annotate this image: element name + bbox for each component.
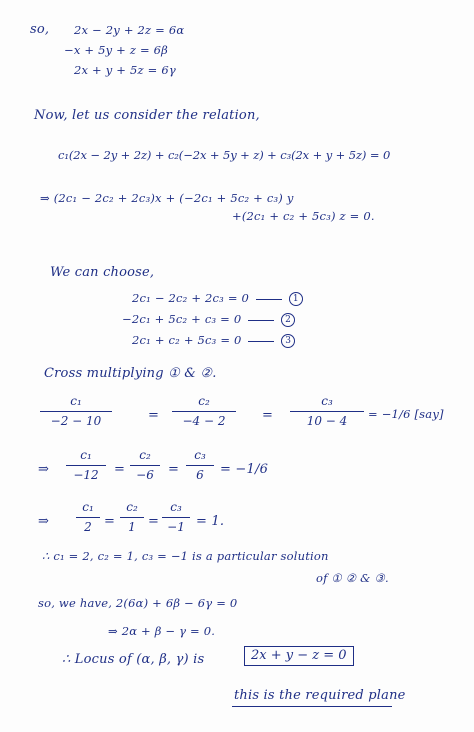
step3-fraction-c3 bbox=[162, 500, 190, 535]
step3-eq-2: = bbox=[148, 514, 160, 529]
step3-c2-num: c₂ bbox=[126, 500, 138, 514]
condition-row-1 bbox=[132, 290, 303, 306]
step2-c3-den: 6 bbox=[196, 468, 204, 482]
fraction-c3-bar bbox=[290, 411, 364, 412]
step2-c1-num: c₁ bbox=[80, 448, 92, 462]
fraction-c2-denominator: −4 − 2 bbox=[182, 414, 226, 428]
fraction-c2-numerator: c₂ bbox=[198, 394, 210, 408]
step2-c3-bar bbox=[186, 465, 214, 466]
alpha-beta-gamma-relation: ⇒ 2α + β − γ = 0. bbox=[108, 624, 216, 638]
implication-line-1: ⇒ (2c₁ − 2c₂ + 2c₃)x + (−2c₁ + 5c₂ + c₃) y bbox=[40, 191, 294, 205]
so-label: so, bbox=[30, 22, 50, 37]
step3-c2-den: 1 bbox=[128, 520, 136, 534]
step3-result: = 1. bbox=[196, 514, 225, 529]
particular-solution-line-1: ∴ c₁ = 2, c₂ = 1, c₃ = −1 is a particular solution bbox=[42, 549, 329, 563]
step2-eq-1: = bbox=[114, 462, 126, 477]
step3-c1-den: 2 bbox=[84, 520, 92, 534]
note-underline bbox=[232, 706, 392, 707]
step3-fraction-c1 bbox=[76, 500, 100, 535]
implication-line-2: +(2c₁ + c₂ + 5c₃) z = 0. bbox=[232, 209, 375, 223]
step2-c1-den: −12 bbox=[73, 468, 99, 482]
fraction-c1-bar bbox=[40, 411, 112, 412]
step2-fraction-c3 bbox=[186, 448, 214, 483]
fraction-c1-numerator: c₁ bbox=[70, 394, 82, 408]
step2-c2-bar bbox=[130, 465, 160, 466]
circle-number-3: 3 bbox=[281, 334, 295, 348]
fraction-c3 bbox=[290, 394, 364, 429]
fraction-c1 bbox=[40, 394, 112, 429]
fraction-c3-numerator: c₃ bbox=[321, 394, 333, 408]
equation-3: 2x + y + 5z = 6γ bbox=[74, 63, 176, 77]
step3-c3-bar bbox=[162, 517, 190, 518]
equation-1: 2x − 2y + 2z = 6α bbox=[74, 23, 185, 37]
condition-3: 2c₁ + c₂ + 5c₃ = 0 bbox=[132, 333, 242, 347]
now-consider-text: Now, let us consider the relation, bbox=[34, 108, 260, 123]
particular-solution-line-2: of ① ② & ③. bbox=[316, 571, 389, 585]
step2-result: = −1/6 bbox=[220, 462, 269, 477]
condition-row-3 bbox=[132, 332, 295, 348]
step2-c3-num: c₃ bbox=[194, 448, 206, 462]
condition-row-2 bbox=[122, 311, 295, 327]
step3-c1-num: c₁ bbox=[82, 500, 94, 514]
step3-fraction-c2 bbox=[120, 500, 144, 535]
fraction-c2 bbox=[172, 394, 236, 429]
locus-text: ∴ Locus of (α, β, γ) is bbox=[62, 652, 205, 667]
arrow-step-3: ⇒ bbox=[38, 514, 50, 529]
step3-eq-1: = bbox=[104, 514, 116, 529]
step2-fraction-c2 bbox=[130, 448, 160, 483]
step2-c1-bar bbox=[66, 465, 106, 466]
equals-sign-2: = bbox=[262, 408, 274, 423]
we-can-choose-text: We can choose, bbox=[50, 265, 155, 280]
required-plane-box: 2x + y − z = 0 bbox=[244, 646, 354, 666]
step2-fraction-c1 bbox=[66, 448, 106, 483]
required-plane-note: this is the required plane bbox=[234, 688, 406, 703]
step3-c2-bar bbox=[120, 517, 144, 518]
step2-c2-num: c₂ bbox=[139, 448, 151, 462]
condition-2: −2c₁ + 5c₂ + c₃ = 0 bbox=[122, 312, 242, 326]
dash-3 bbox=[248, 341, 274, 342]
dash-1 bbox=[256, 299, 282, 300]
so-we-have-line: so, we have, 2(6α) + 6β − 6γ = 0 bbox=[38, 596, 238, 610]
cross-multiplying-text: Cross multiplying ① & ②. bbox=[44, 366, 217, 381]
dash-2 bbox=[248, 320, 274, 321]
step3-c3-den: −1 bbox=[167, 520, 185, 534]
fraction-c1-denominator: −2 − 10 bbox=[50, 414, 102, 428]
equals-sign-1: = bbox=[148, 408, 160, 423]
fraction-c3-denominator: 10 − 4 bbox=[306, 414, 348, 428]
relation-equation: c₁(2x − 2y + 2z) + c₂(−2x + 5y + z) + c₃(2x + y + 5z) = 0 bbox=[58, 148, 391, 162]
circle-number-2: 2 bbox=[281, 313, 295, 327]
step2-eq-2: = bbox=[168, 462, 180, 477]
step3-c3-num: c₃ bbox=[170, 500, 182, 514]
circle-number-1: 1 bbox=[289, 292, 303, 306]
say-value: = −1/6 [say] bbox=[368, 407, 444, 421]
step2-c2-den: −6 bbox=[136, 468, 154, 482]
equation-2: −x + 5y + z = 6β bbox=[64, 43, 168, 57]
condition-1: 2c₁ − 2c₂ + 2c₃ = 0 bbox=[132, 291, 250, 305]
fraction-c2-bar bbox=[172, 411, 236, 412]
step3-c1-bar bbox=[76, 517, 100, 518]
arrow-step-2: ⇒ bbox=[38, 462, 50, 477]
